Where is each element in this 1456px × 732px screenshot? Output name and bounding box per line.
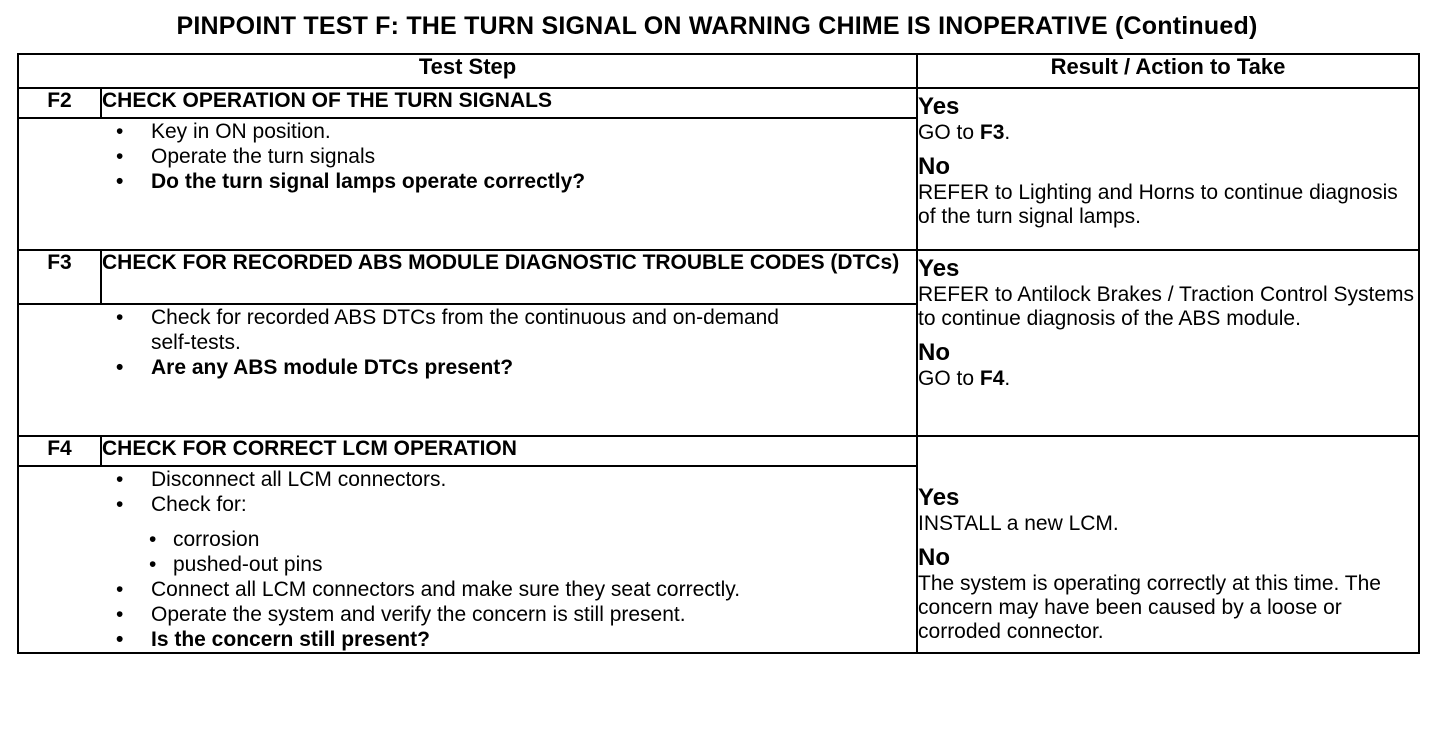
step-bullets (19, 467, 916, 652)
step-body (18, 466, 917, 653)
header-result: Result / Action to Take (917, 54, 1419, 88)
step-title: CHECK FOR RECORDED ABS MODULE DIAGNOSTIC TROUBLE CODES (DTCs) (101, 250, 917, 304)
sub-list-item: • pushed-out pins (19, 552, 916, 577)
list-item: • Check for recorded ABS DTCs from the continuous and on-demand self-tests. (19, 305, 916, 355)
result-no (918, 335, 1418, 395)
result-cell (917, 436, 1419, 653)
step-title: CHECK OPERATION OF THE TURN SIGNALS (101, 88, 917, 118)
no-action (918, 367, 1418, 391)
list-item: • Operate the turn signals (19, 144, 916, 169)
step-bullets (19, 305, 916, 380)
no-action-end: . (1004, 367, 1011, 390)
yes-label: Yes (918, 255, 960, 282)
yes-action: INSTALL a new LCM. (918, 512, 1119, 535)
no-action-text: GO to (918, 367, 980, 390)
result-yes (918, 480, 1418, 540)
header-test-step: Test Step (18, 54, 917, 88)
page-title: PINPOINT TEST F: THE TURN SIGNAL ON WARNING CHIME IS INOPERATIVE (Continued) (176, 12, 1258, 40)
step-question: • Do the turn signal lamps operate correctly? (19, 169, 916, 194)
list-item-text: Check for: (151, 493, 247, 516)
list-item: • Connect all LCM connectors and make sure they seat correctly. (19, 577, 916, 602)
no-action-ref: F4 (979, 367, 1005, 390)
result-no (918, 149, 1418, 233)
step-body (18, 304, 917, 436)
list-item: • Operate the system and verify the concern is still present. (19, 602, 916, 627)
yes-label: Yes (918, 93, 960, 120)
yes-label: Yes (918, 484, 960, 511)
sub-bullets (19, 527, 916, 577)
list-item (19, 492, 916, 577)
yes-action-end: . (1004, 121, 1011, 144)
step-question: • Are any ABS module DTCs present? (19, 355, 916, 380)
result-yes (918, 89, 1418, 149)
result-no (918, 540, 1418, 648)
yes-action (918, 121, 1418, 145)
step-row-f2-title (18, 88, 1419, 118)
table-header-row (18, 54, 1419, 88)
result-yes (918, 251, 1418, 335)
yes-action: REFER to Antilock Brakes / Traction Control Systems to continue diagnosis of the ABS module. (918, 283, 1415, 330)
sub-list-item: • corrosion (19, 527, 916, 552)
no-label: No (918, 544, 951, 571)
no-label: No (918, 339, 951, 366)
step-id: F4 (18, 436, 101, 466)
step-question: • Is the concern still present? (19, 627, 916, 652)
yes-action-ref: F3 (979, 121, 1005, 144)
step-id: F3 (18, 250, 101, 304)
step-row-f3-title (18, 250, 1419, 304)
step-row-f4-title (18, 436, 1419, 466)
step-body (18, 118, 917, 250)
no-action: The system is operating correctly at this time. The concern may have been caused by a loose or corroded connector. (918, 572, 1381, 643)
step-id: F2 (18, 88, 101, 118)
list-item: • Key in ON position. (19, 119, 916, 144)
step-bullets (19, 119, 916, 194)
no-label: No (918, 153, 951, 180)
result-cell (917, 88, 1419, 250)
no-action: REFER to Lighting and Horns to continue diagnosis of the turn signal lamps. (918, 181, 1398, 228)
step-title: CHECK FOR CORRECT LCM OPERATION (101, 436, 917, 466)
list-item: • Disconnect all LCM connectors. (19, 467, 916, 492)
result-cell (917, 250, 1419, 436)
pinpoint-test-table (17, 53, 1420, 654)
yes-action-text: GO to (918, 121, 980, 144)
